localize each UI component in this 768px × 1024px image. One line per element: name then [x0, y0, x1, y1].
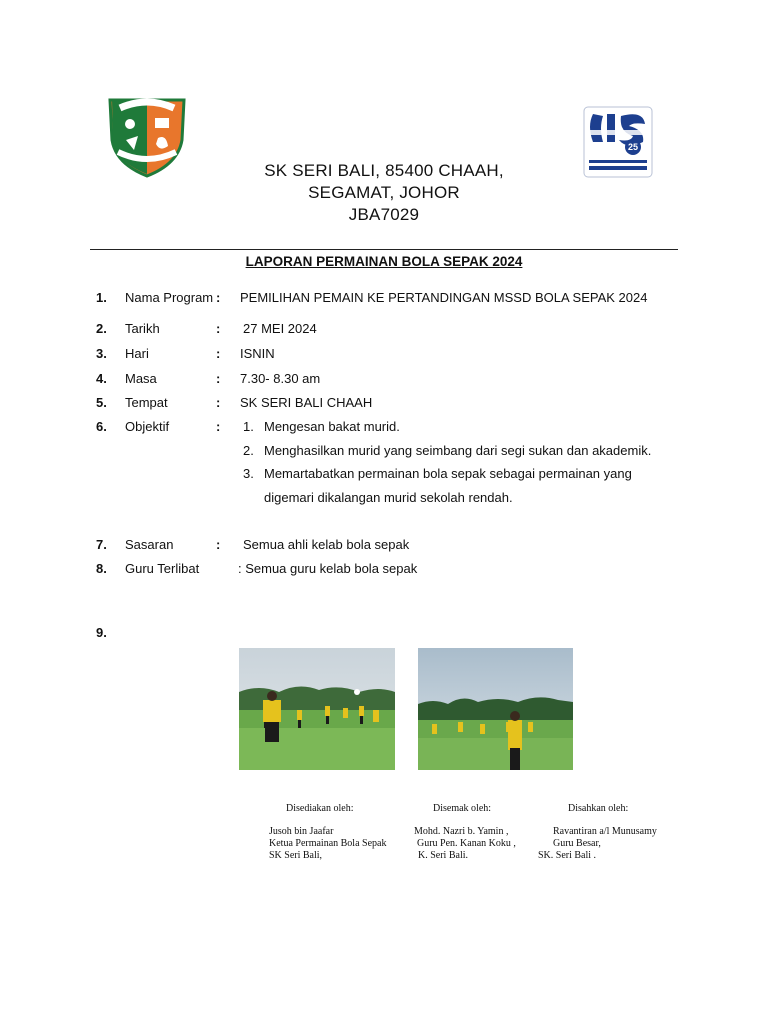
- item-label: Tempat: [125, 395, 168, 410]
- school-address-block: [0, 160, 768, 226]
- objective-number: 2.: [243, 443, 254, 458]
- item-colon: :: [216, 321, 221, 336]
- signatory-role: Ketua Permainan Bola Sepak: [269, 838, 387, 849]
- item-number: 1.: [96, 290, 107, 305]
- checked-by-block: [414, 826, 516, 862]
- item-value: : Semua guru kelab bola sepak: [238, 561, 418, 576]
- item-label: Masa: [125, 371, 157, 386]
- item-number: 2.: [96, 321, 107, 336]
- item-label: Nama Program: [125, 290, 214, 305]
- item-label: Hari: [125, 346, 149, 361]
- school-code-line: JBA7029: [348, 205, 420, 224]
- objective-text: Mengesan bakat murid.: [264, 419, 400, 434]
- objective-text: digemari dikalangan murid sekolah rendah.: [264, 490, 513, 505]
- signatory-role: Guru Pen. Kanan Koku ,: [417, 838, 516, 849]
- item-number: 9.: [96, 625, 107, 640]
- item-value: Semua ahli kelab bola sepak: [243, 537, 410, 552]
- approved-by-block: [538, 826, 657, 862]
- item-number: 3.: [96, 346, 107, 361]
- item-label: Objektif: [125, 419, 170, 434]
- item-number: 4.: [96, 371, 107, 386]
- signatory-place: SK. Seri Bali .: [538, 850, 597, 861]
- item-value: 7.30- 8.30 am: [240, 371, 321, 386]
- item-value: 27 MEI 2024: [243, 321, 317, 336]
- item-value: PEMILIHAN PEMAIN KE PERTANDINGAN MSSD BOLA SEPAK 2024: [240, 290, 648, 305]
- objective-text: Menghasilkan murid yang seimbang dari segi sukan dan akademik.: [264, 443, 652, 458]
- report-title: LAPORAN PERMAINAN BOLA SEPAK 2024: [245, 254, 523, 269]
- item-number: 7.: [96, 537, 107, 552]
- football-photo-2: [418, 648, 573, 770]
- item-value: ISNIN: [240, 346, 275, 361]
- item-label: Tarikh: [125, 321, 160, 336]
- item-colon: :: [216, 346, 221, 361]
- header-divider: [90, 249, 678, 250]
- item-value: SK SERI BALI CHAAH: [240, 395, 373, 410]
- objective-number: 1.: [243, 419, 254, 434]
- signatory-place: SK Seri Bali,: [269, 850, 323, 861]
- prepared-by-block: [269, 826, 386, 862]
- item-label: Guru Terlibat: [125, 561, 200, 576]
- school-name-line: SK SERI BALI, 85400 CHAAH,: [264, 161, 504, 180]
- school-location-line: SEGAMAT, JOHOR: [308, 183, 460, 202]
- item-colon: :: [216, 395, 221, 410]
- signatory-place: K. Seri Bali.: [418, 850, 468, 861]
- signatory-name: Mohd. Nazri b. Yamin ,: [414, 826, 509, 837]
- item-number: 8.: [96, 561, 107, 576]
- item-number: 5.: [96, 395, 107, 410]
- checked-by-heading: Disemak oleh:: [433, 803, 492, 814]
- item-colon: :: [216, 371, 221, 386]
- signatory-role: Guru Besar,: [553, 838, 601, 849]
- item-number: 6.: [96, 419, 107, 434]
- objective-text: Memartabatkan permainan bola sepak sebagai permainan yang: [264, 466, 632, 481]
- signatory-name: Jusoh bin Jaafar: [269, 826, 334, 837]
- item-label: Sasaran: [125, 537, 174, 552]
- approved-by-heading: Disahkan oleh:: [568, 803, 629, 814]
- item-colon: :: [216, 419, 221, 434]
- item-colon: :: [216, 290, 221, 305]
- signatory-name: Ravantiran a/l Munusamy: [553, 826, 657, 837]
- football-photo-1: [239, 648, 395, 770]
- objective-number: 3.: [243, 466, 254, 481]
- prepared-by-heading: Disediakan oleh:: [286, 803, 354, 814]
- svg-text:25: 25: [627, 142, 639, 152]
- item-colon: :: [216, 537, 221, 552]
